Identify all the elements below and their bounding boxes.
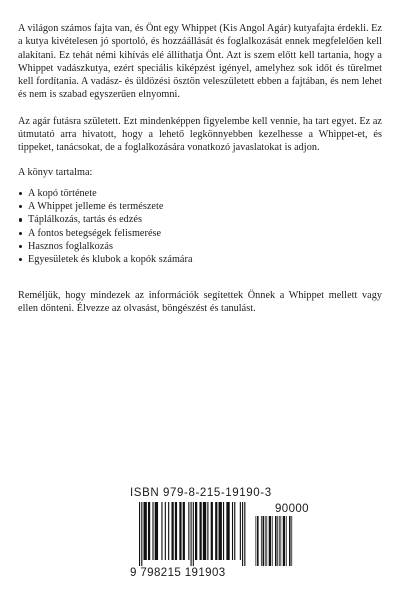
toc-item: A fontos betegségek felismerése xyxy=(18,227,382,240)
barcode-bar xyxy=(161,502,162,560)
barcode-addon-bar xyxy=(283,516,285,566)
barcode-bar xyxy=(171,502,173,560)
isbn-barcode xyxy=(130,487,310,589)
barcode-addon-bar xyxy=(272,516,273,566)
barcode-bar xyxy=(152,502,153,560)
barcode-guard-bar xyxy=(242,502,243,566)
barcode-bar xyxy=(175,502,177,560)
barcode-bar xyxy=(240,502,241,560)
barcode-guard-bar xyxy=(244,502,245,566)
barcode-bar xyxy=(211,502,213,560)
barcode-bar xyxy=(232,502,233,560)
barcode-bar xyxy=(226,502,229,560)
closing-paragraph: Reméljük, hogy mindezek az információk segítettek Önnek a Whippet mellett vagy ellen dönteni. Élvezze az olvasást, böngészést és tanulást. xyxy=(18,290,382,315)
barcode-addon-bar xyxy=(269,516,271,566)
barcode-guard-bar xyxy=(193,502,194,566)
toc-item: Egyesületek és klubok a kopók számára xyxy=(18,253,382,266)
barcode-guard-bar xyxy=(191,502,192,566)
barcode-bar xyxy=(207,502,208,560)
barcode-guard-bar xyxy=(139,502,140,566)
barcode-addon-bar xyxy=(286,516,287,566)
barcode-bar xyxy=(168,502,169,560)
second-paragraph: Az agár futásra született. Ezt mindenképpen figyelembe kell vennie, ha tart egyet. Ez az útmutató arra hivatott, hogy a lehető legkönnyebben kezelhesse a Whippet-et, és tippeket, tanácsokat, de a foglalkozására vonatkozó javaslatokat is adjon. xyxy=(18,115,382,154)
toc-heading: A könyv tartalma: xyxy=(18,166,93,178)
barcode-bar xyxy=(143,502,146,560)
blurb-text-block xyxy=(18,22,382,329)
barcode-digits: 9 798215 191903 xyxy=(130,567,226,579)
toc-item: Táplálkozás, tartás és edzés xyxy=(18,213,382,226)
toc-item: Hasznos foglalkozás xyxy=(18,240,382,253)
toc-item: A kopó története xyxy=(18,187,382,200)
barcode-addon-bar xyxy=(280,516,281,566)
barcode-bar xyxy=(183,502,185,560)
barcode-bar xyxy=(199,502,201,560)
barcode-addon-bar xyxy=(257,516,259,566)
barcode-bar xyxy=(165,502,166,560)
barcode-bar xyxy=(215,502,217,560)
barcode-addon-bar xyxy=(275,516,277,566)
barcode-bar xyxy=(195,502,197,560)
barcode-addon-bar xyxy=(277,516,278,566)
toc-item: A Whippet jelleme és természete xyxy=(18,200,382,213)
barcode-addon-bar xyxy=(279,516,280,566)
barcode-bar xyxy=(203,502,206,560)
barcode-bar xyxy=(179,502,181,560)
intro-paragraph: A világon számos fajta van, és Önt egy Whippet (Kis Angol Agár) kutyafajta érdekli. Ez a kutya kivételesen jó sportoló, és hozzáállását és foglalkozását ennek megfelelően kell alakítani. Ez tehát némi kihívás elé állíthatja Önt. Azt is szem előtt kell tartania, hogy a Whippet vadászkutya, ezért speciális kiképzést igényel, amelyhez sok időt és türelmet kell fordítania. A vadász- és üldözési ösztön veleszületett ebben a fajtában, és nem lehet és nem is szabad egyszerűen elnyomni. xyxy=(18,23,382,101)
barcode-addon-bar xyxy=(261,516,262,566)
barcode-bar xyxy=(188,502,189,560)
barcode-bar xyxy=(223,502,224,560)
barcode-bar xyxy=(219,502,222,560)
barcode-bar xyxy=(148,502,150,560)
barcode-addon-bar xyxy=(263,516,265,566)
barcode-addon-bar xyxy=(266,516,267,566)
barcode-bar xyxy=(155,502,158,560)
isbn-label: ISBN 979-8-215-19190-3 xyxy=(130,487,272,499)
barcode-addon-bar xyxy=(255,516,256,566)
price-code: 90000 xyxy=(275,503,309,515)
toc-list xyxy=(18,187,382,266)
barcode-guard-bar xyxy=(141,502,142,566)
barcode-addon-bar xyxy=(289,516,291,566)
barcode-bar xyxy=(234,502,235,560)
barcode-bars xyxy=(130,502,310,568)
barcode-addon-bar xyxy=(291,516,292,566)
barcode-addon-bar xyxy=(265,516,266,566)
